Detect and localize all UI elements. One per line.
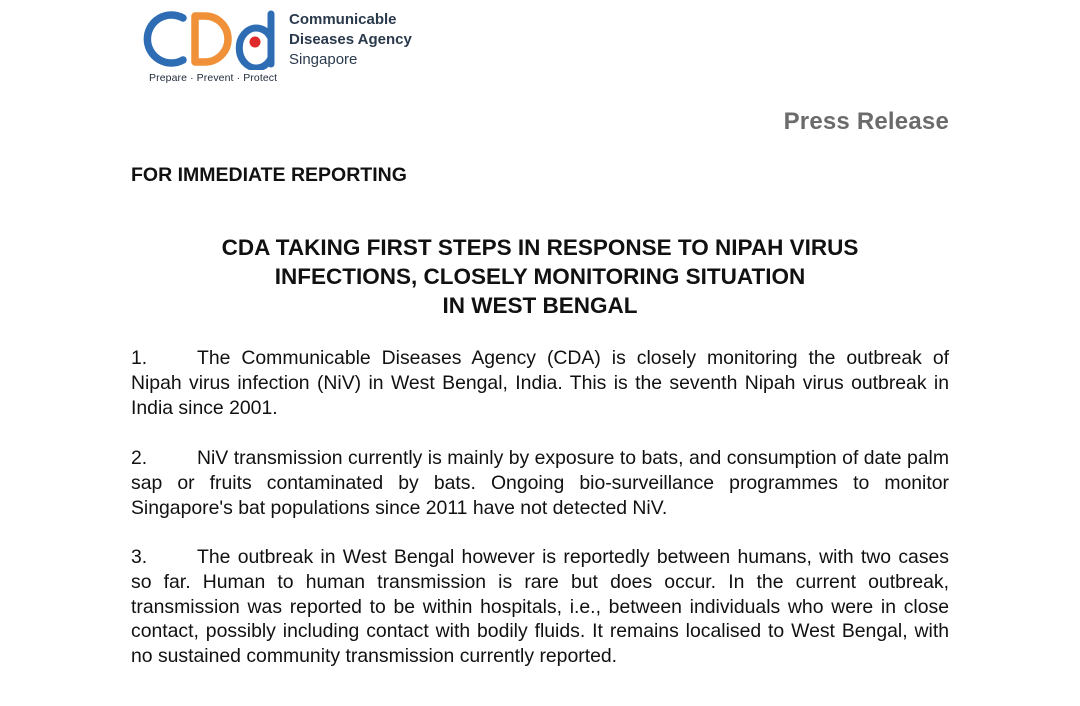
headline-line1: CDA TAKING FIRST STEPS IN RESPONSE TO NIPAH VIRUS: [221, 235, 859, 260]
headline-line3: IN WEST BENGAL: [442, 293, 638, 318]
paragraph-number: 1.: [131, 347, 148, 369]
paragraph-text: The Communicable Diseases Agency (CDA) is closely monitoring the outbreak of Nipah virus infection (NiV) in West Bengal, India. This is the seventh Nipah virus outbreak in India since 2001.: [131, 347, 949, 419]
org-name-line2: Diseases Agency: [289, 31, 412, 48]
paragraph-number: 3.: [131, 546, 148, 568]
headline: [131, 233, 949, 320]
press-release-label: Press Release: [783, 108, 949, 135]
paragraph-3: [131, 545, 949, 669]
headline-line2: INFECTIONS, CLOSELY MONITORING SITUATION: [274, 264, 806, 289]
paragraph-2: [131, 446, 949, 520]
paragraph-number: 2.: [131, 447, 148, 469]
paragraph-text: The outbreak in West Bengal however is reportedly between humans, with two cases so far. Human to human transmission is rare but does occur. In the current outbreak, transmission was reported to be within hospitals, i.e., between individuals who were in close contact, possibly including contact with bodily fluids. It remains localised to West Bengal, with no sustained community transmission currently reported.: [131, 546, 949, 668]
logo-tagline: Prepare · Prevent · Protect: [149, 72, 278, 84]
organization-name: [289, 10, 412, 70]
cda-logo: [143, 6, 433, 88]
org-name-line3: Singapore: [289, 51, 358, 68]
paragraph-1: [131, 346, 949, 420]
paragraph-text: NiV transmission currently is mainly by exposure to bats, and consumption of date palm sap or fruits contaminated by bats. Ongoing bio-surveillance programmes to monitor Singapore's bat populations since 2011 have not detected NiV.: [131, 447, 949, 519]
org-name-line1: Communicable: [289, 11, 397, 28]
reporting-notice: FOR IMMEDIATE REPORTING: [131, 164, 407, 186]
cda-logo-mark: [143, 8, 283, 70]
